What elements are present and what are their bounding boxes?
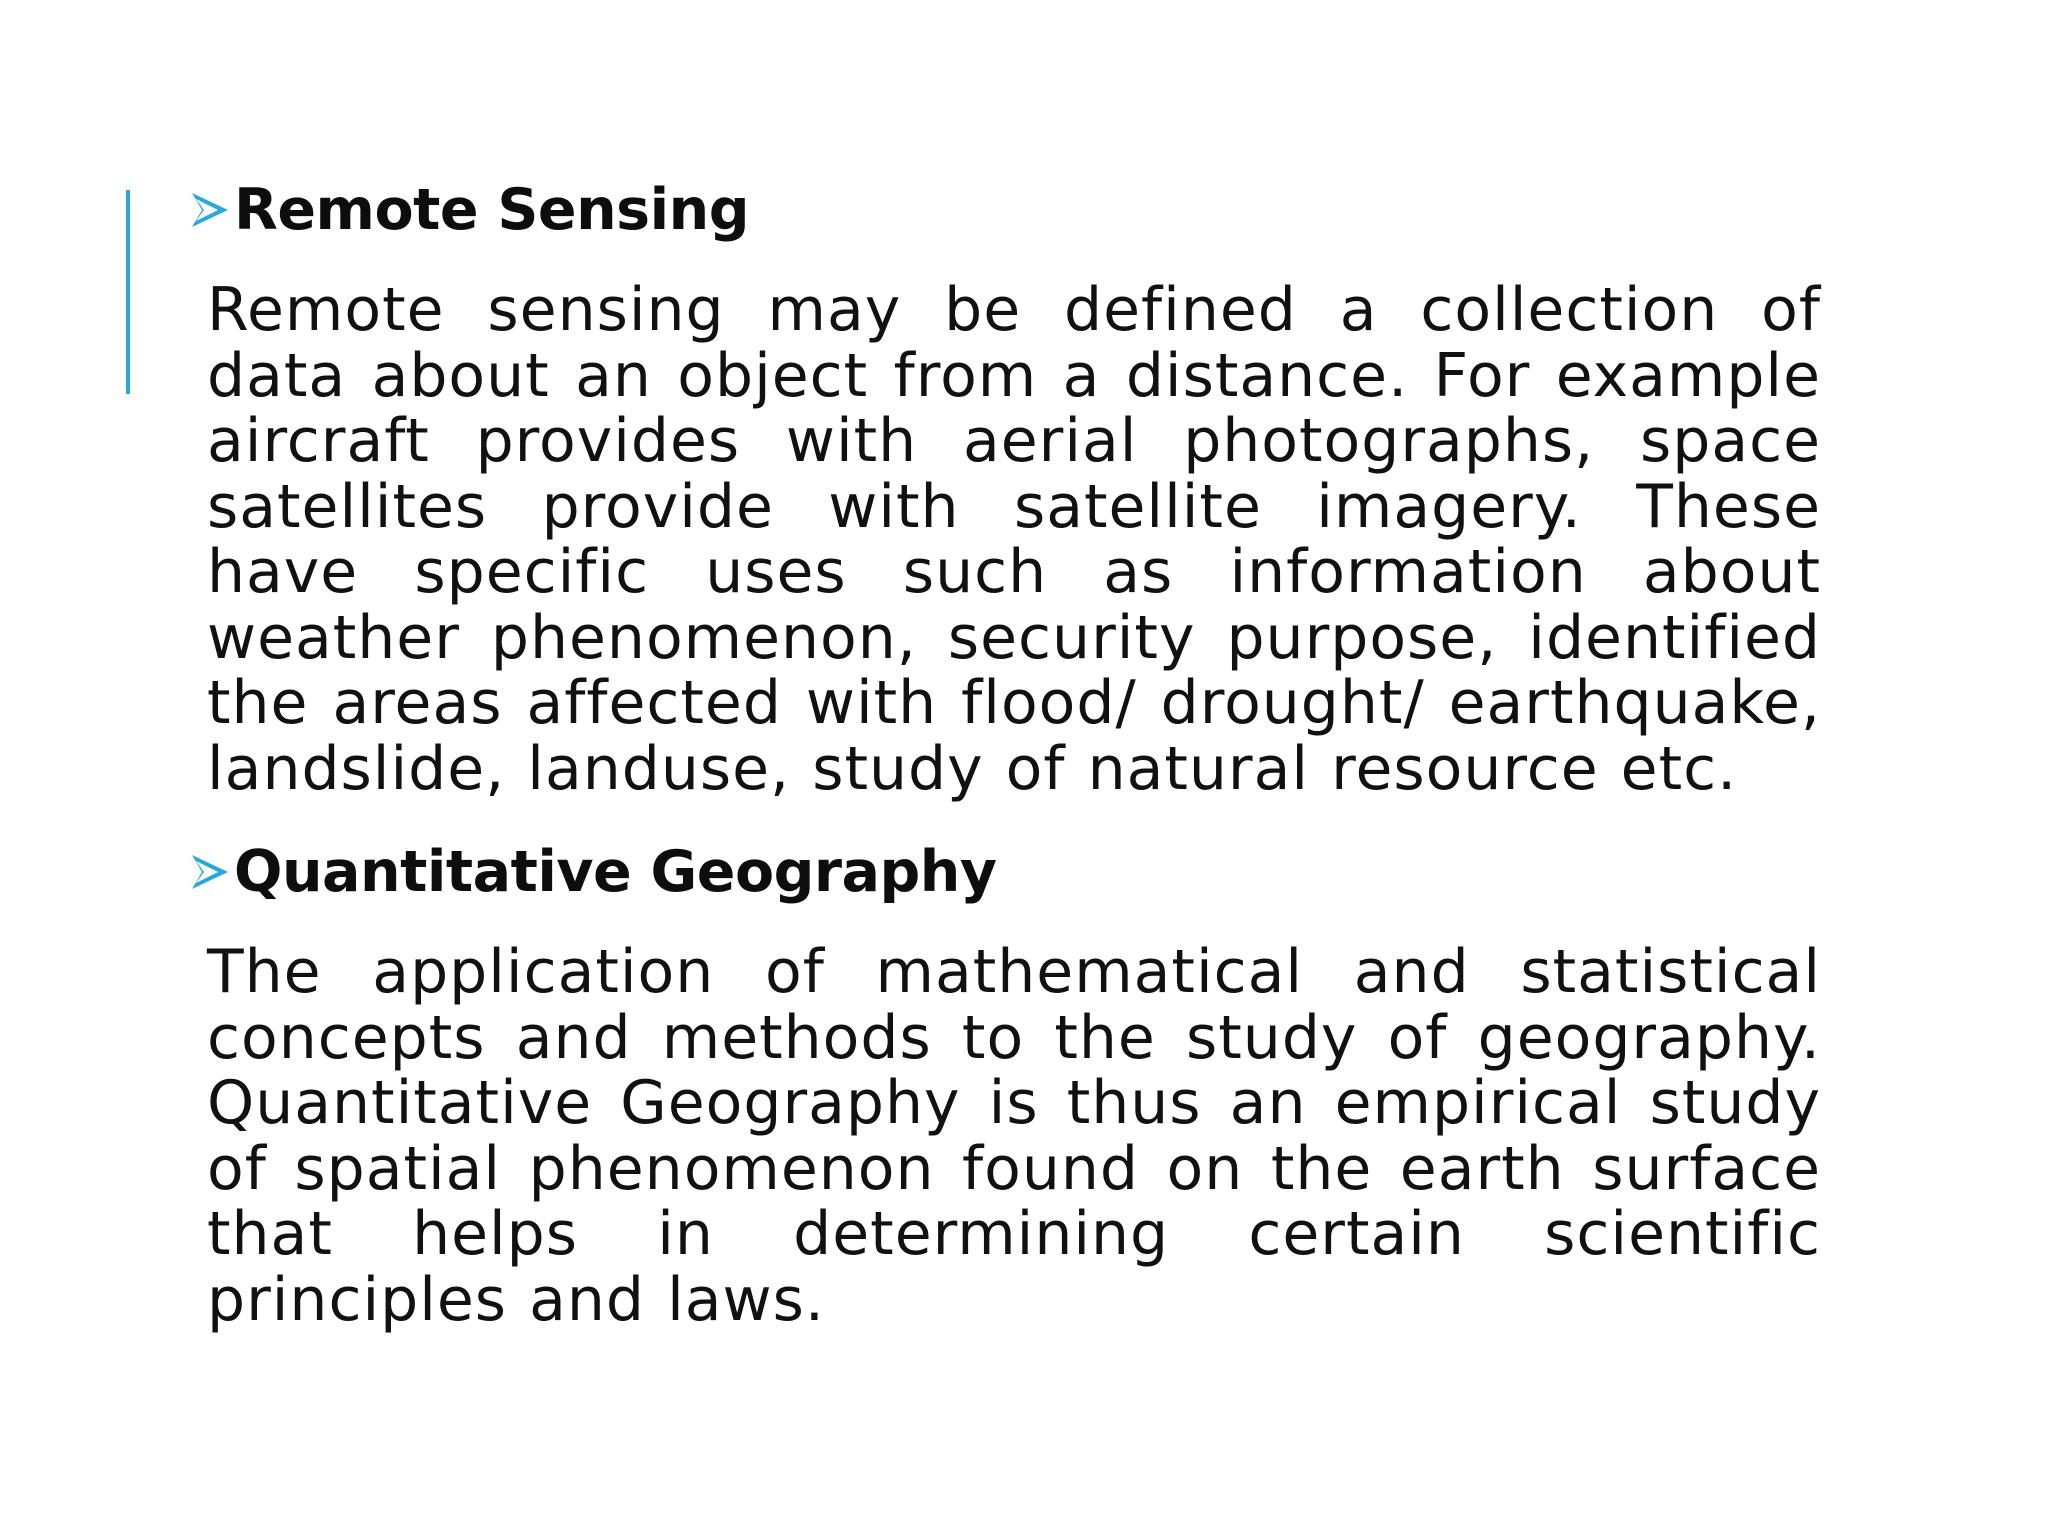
arrowhead-bullet-icon bbox=[188, 850, 232, 894]
section-paragraph: The application of mathematical and statistical concepts and methods to the study of geography. Quantitative Geography is thus an empirical study of spatial phenomenon found on the earth surface that helps in determining certain scientific principles and laws. bbox=[207, 937, 1821, 1335]
slide-content bbox=[188, 168, 1820, 1333]
arrowhead-bullet-icon bbox=[188, 188, 232, 232]
bullet-row bbox=[188, 830, 1820, 914]
section-heading: Remote Sensing bbox=[234, 177, 749, 243]
section-remote-sensing bbox=[188, 168, 1820, 802]
bullet-row bbox=[188, 168, 1820, 252]
accent-bar bbox=[126, 190, 130, 394]
section-quantitative-geography bbox=[188, 830, 1820, 1333]
section-paragraph: Remote sensing may be defined a collection of data about an object from a distance. For example aircraft provides with aerial photographs, space satellites provide with satellite imagery. These have specific uses such as information about weather phenomenon, security purpose, identified the areas affected with flood/ drought/ earthquake, landslide, landuse, study of natural resource etc. bbox=[207, 275, 1821, 804]
section-heading: Quantitative Geography bbox=[234, 839, 997, 905]
